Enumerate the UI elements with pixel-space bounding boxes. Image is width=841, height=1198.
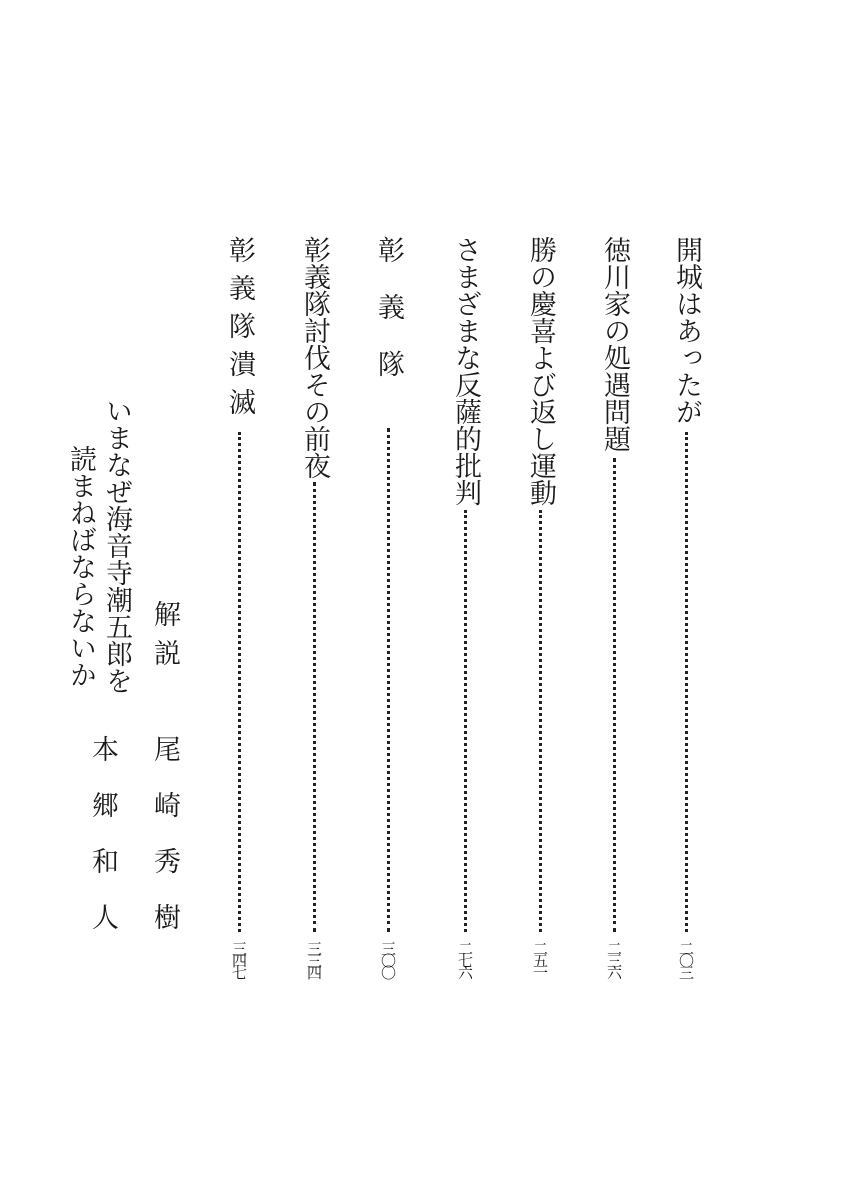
leader-dots bbox=[464, 510, 467, 932]
leader-dots bbox=[539, 510, 542, 932]
commentary-author: 尾崎秀樹 bbox=[149, 735, 180, 959]
toc-entry bbox=[445, 236, 485, 976]
leader-dots bbox=[313, 482, 316, 932]
toc-entry-title: 彰義隊討伐その前夜 bbox=[299, 236, 330, 479]
toc-entry-page: 二〇三 bbox=[677, 941, 695, 977]
toc-entry-title: 徳川家の処遇問題 bbox=[599, 236, 630, 452]
leader-dots bbox=[685, 432, 688, 932]
toc-entry-page: 二五一 bbox=[531, 941, 549, 977]
leader-dots bbox=[238, 432, 241, 932]
commentary-label: 解説 bbox=[149, 600, 180, 678]
leader-dots bbox=[387, 428, 390, 932]
toc-entry-title: 勝の慶喜よび返し運動 bbox=[525, 236, 556, 506]
toc-entry-title: さまざまな反薩的批判 bbox=[450, 236, 481, 506]
toc-entry bbox=[219, 236, 259, 976]
toc-entry-page: 三四七 bbox=[230, 941, 248, 977]
toc-entry-page: 二七六 bbox=[456, 941, 474, 977]
toc-entry bbox=[666, 236, 706, 976]
toc-entry-page: 二三六 bbox=[605, 941, 623, 977]
toc-entry-page: 三〇〇 bbox=[379, 941, 397, 977]
essay-author: 本郷和人 bbox=[87, 735, 118, 959]
toc-entry-title: 彰義隊 bbox=[373, 236, 404, 407]
essay-title-line1: いまなぜ海音寺潮五郎を bbox=[101, 397, 132, 694]
toc-entry bbox=[594, 236, 634, 976]
toc-entry bbox=[368, 236, 408, 976]
toc-entry bbox=[520, 236, 560, 976]
toc-entry-page: 三三四 bbox=[305, 941, 323, 977]
leader-dots bbox=[613, 458, 616, 932]
essay-title-line2: 読まねばならないか bbox=[65, 445, 96, 688]
toc-entry-title: 開城はあったが bbox=[671, 236, 702, 425]
toc-entry-title: 彰義隊潰滅 bbox=[224, 236, 255, 426]
toc-entry bbox=[294, 236, 334, 976]
